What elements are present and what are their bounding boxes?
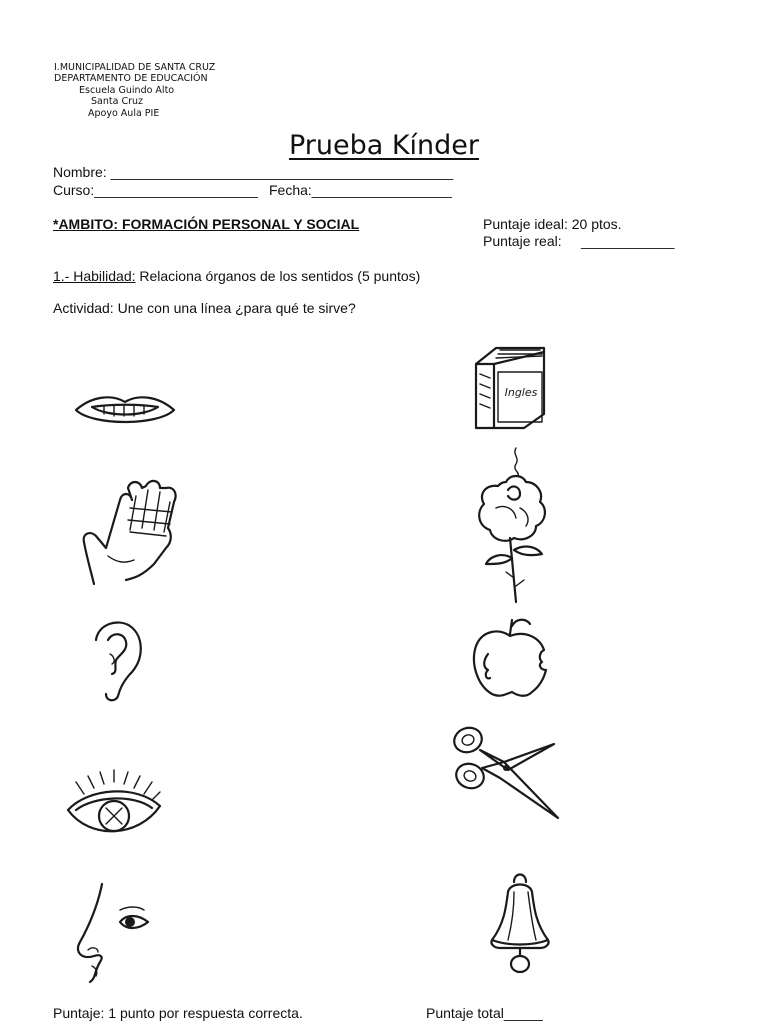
book-label: Ingles [504,386,538,399]
skill-line [53,268,420,285]
name-field[interactable]: Nombre: ____________________________________________ [53,164,454,180]
mouth-icon[interactable] [72,390,178,430]
course-field[interactable]: Curso:_____________________ [53,182,258,198]
apple-icon[interactable] [470,616,554,698]
date-field[interactable]: Fecha:__________________ [269,182,452,198]
footer-total-field[interactable]: Puntaje total_____ [426,1005,543,1021]
rose-icon[interactable] [470,446,554,604]
header-department: DEPARTAMENTO DE EDUCACIÓN [54,73,208,84]
header-program: Apoyo Aula PIE [88,108,160,119]
nose-icon[interactable] [74,880,154,984]
footer-scoring: Puntaje: 1 punto por respuesta correcta. [53,1005,303,1021]
hand-icon[interactable] [80,478,180,588]
skill-text: Relaciona órganos de los sentidos (5 puntos) [135,268,421,284]
header-school: Escuela Guindo Alto [79,85,175,96]
skill-prefix: 1.- Habilidad: [53,268,136,284]
real-score-field[interactable]: ____________ [581,233,675,249]
ear-icon[interactable] [86,618,150,702]
scissors-icon[interactable] [450,722,562,822]
header-municipality: I.MUNICIPALIDAD DE SANTA CRUZ [54,62,216,73]
page-title: Prueba Kínder [288,130,480,161]
header-city: Santa Cruz [91,96,143,107]
ideal-score: Puntaje ideal: 20 ptos. [483,216,622,232]
book-icon[interactable] [470,344,552,432]
bell-icon[interactable] [484,868,556,976]
ambito-heading: *AMBITO: FORMACIÓN PERSONAL Y SOCIAL [53,216,360,232]
eye-icon[interactable] [64,766,164,846]
activity-instruction: Actividad: Une con una línea ¿para qué te sirve? [53,300,356,316]
real-score-label: Puntaje real: [483,233,562,249]
